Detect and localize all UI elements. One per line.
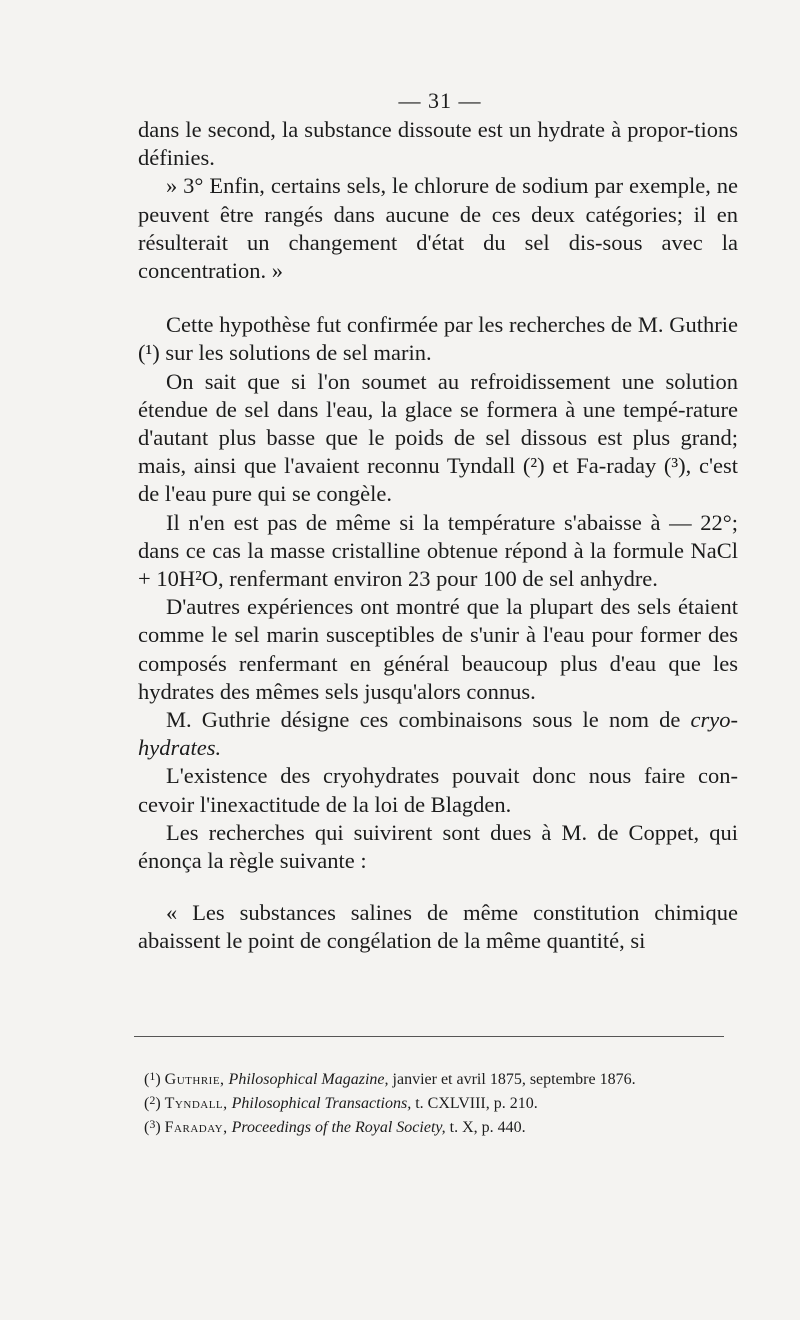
- footnote-marker: 1: [149, 1069, 156, 1083]
- footnote-author: Tyndall,: [164, 1095, 228, 1112]
- paragraph: « Les substances salines de même constitution chimique abaissent le point de congélation de la même quantité, si: [138, 900, 738, 954]
- footnote: ($^1$) Guthrie, Philosophical Magazine, janvier et avril 1875, septembre 1876.: [144, 1069, 636, 1088]
- page-number: — 31 —: [398, 88, 482, 113]
- footnote-detail: janvier et avril 1875, septembre 1876.: [392, 1071, 636, 1088]
- paragraph-text: M. Guthrie désigne ces combinaisons sous le nom de: [166, 707, 681, 733]
- footnote-marker: 2: [149, 1093, 156, 1107]
- footnote-title: Proceedings of the Royal Society,: [231, 1119, 446, 1136]
- paragraph: » 3° Enfin, certains sels, le chlorure de sodium par exemple, ne peuvent être rangés dans aucune de ces deux catégories; il en résulterait un changement d'état du sel dis-sous avec la concentration. »: [138, 173, 738, 284]
- footnote-title: Philosophical Transactions,: [231, 1095, 412, 1112]
- footnote-marker: 3: [149, 1117, 156, 1131]
- body-text: [138, 116, 738, 956]
- paragraph: [138, 706, 738, 762]
- footnote-author: Faraday,: [164, 1119, 228, 1136]
- paragraph: dans le second, la substance dissoute est un hydrate à propor-tions définies.: [138, 117, 738, 171]
- footnote-author: Guthrie,: [164, 1071, 225, 1088]
- paragraph: On sait que si l'on soumet au refroidissement une solution étendue de sel dans l'eau, la glace se formera à une tempé-rature d'autant plus basse que le poids de sel dissous est plus grand; mais, ainsi que l'avaient reconnu Tyndall (²) et Fa-raday (³), c'est de l'eau pure qui se congèle.: [138, 368, 738, 507]
- footnote: ($^3$) Faraday, Proceedings of the Royal Society, t. X, p. 440.: [144, 1117, 526, 1136]
- footnote-detail: t. CXLVIII, p. 210.: [415, 1095, 538, 1112]
- footnote: ($^2$) Tyndall, Philosophical Transactions, t. CXLVIII, p. 210.: [144, 1093, 538, 1112]
- footnote-title: Philosophical Magazine,: [228, 1071, 389, 1088]
- paragraph: Les recherches qui suivirent sont dues à M. de Coppet, qui énonça la règle suivante :: [138, 819, 738, 874]
- paragraph: D'autres expériences ont montré que la plupart des sels étaient comme le sel marin susceptibles de s'unir à l'eau pour former des composés renfermant en général beaucoup plus d'eau que les hydrates des mêmes sels jusqu'alors connus.: [138, 594, 738, 704]
- footnotes: [138, 1066, 738, 1138]
- footnote-divider: [134, 1036, 724, 1037]
- paragraph: L'existence des cryohydrates pouvait donc nous faire con-cevoir l'inexactitude de la loi de Blagden.: [138, 763, 738, 817]
- footnote-detail: t. X, p. 440.: [449, 1119, 526, 1136]
- italic-term: cryo-hydrates.: [138, 707, 738, 761]
- paragraph: Il n'en est pas de même si la température s'abaisse à — 22°; dans ce cas la masse cristalline obtenue répond à la formule NaCl + 10H²O, renfermant environ 23 pour 100 de sel anhydre.: [138, 509, 738, 592]
- paragraph: Cette hypothèse fut confirmée par les recherches de M. Guthrie (¹) sur les solutions de sel marin.: [138, 312, 738, 366]
